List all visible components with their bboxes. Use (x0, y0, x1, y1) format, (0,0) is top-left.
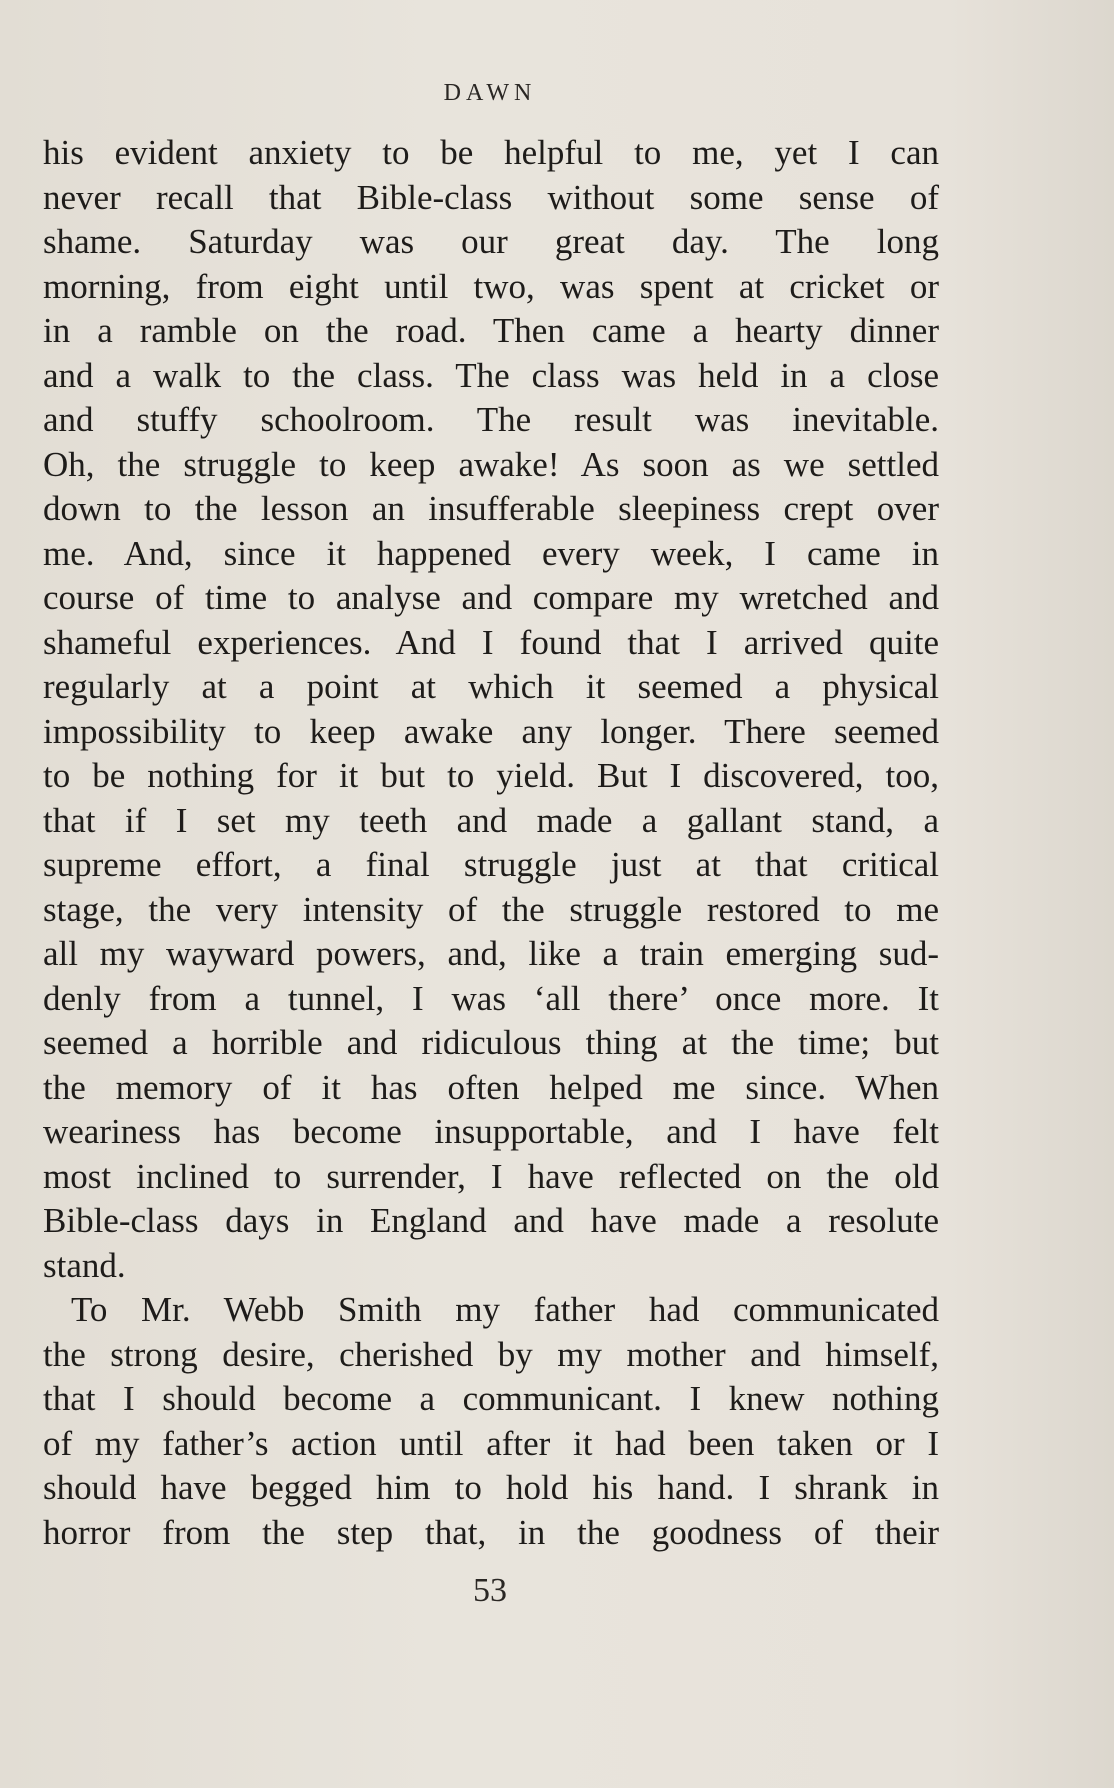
text-line: that if I set my teeth and made a gallant stand, a (43, 800, 939, 840)
text-line: and a walk to the class. The class was held in a close (43, 355, 939, 395)
page-number: 53 (473, 1572, 507, 1609)
text-line: in a ramble on the road. Then came a hearty dinner (43, 311, 939, 350)
text-line: horror from the step that, in the goodness of their (43, 1512, 939, 1552)
text-line: and stuffy schoolroom. The result was inevitable. (43, 400, 939, 439)
paragraph-end-line: stand. (43, 1245, 126, 1285)
running-header: DAWN (443, 80, 537, 106)
text-line: weariness has become insupportable, and I have felt (43, 1112, 939, 1151)
text-line: course of time to analyse and compare my wretched and (43, 578, 939, 617)
text-line: supreme effort, a final struggle just at that critical (43, 845, 939, 884)
text-line: shameful experiences. And I found that I arrived quite (43, 622, 939, 662)
text-line: Bible-class days in England and have made a resolute (43, 1201, 939, 1240)
text-line: seemed a horrible and ridiculous thing at the time; but (43, 1023, 939, 1062)
text-line: the strong desire, cherished by my mother and himself, (43, 1334, 939, 1374)
text-line: shame. Saturday was our great day. The long (43, 222, 939, 261)
text-line: that I should become a communicant. I knew nothing (43, 1379, 939, 1418)
text-line: of my father’s action until after it had been taken or I (43, 1423, 939, 1463)
text-line: down to the lesson an insufferable sleepiness crept over (43, 489, 939, 528)
text-line: regularly at a point at which it seemed a physical (43, 667, 939, 706)
text-line: most inclined to surrender, I have reflected on the old (43, 1156, 939, 1196)
text-line: stage, the very intensity of the struggle restored to me (43, 889, 939, 929)
text-line: all my wayward powers, and, like a train emerging sud- (43, 934, 939, 973)
text-line: should have begged him to hold his hand. I shrank in (43, 1468, 939, 1507)
text-line: morning, from eight until two, was spent at cricket or (43, 266, 939, 306)
text-line: his evident anxiety to be helpful to me, yet I can (43, 133, 939, 172)
text-line: Oh, the struggle to keep awake! As soon as we settled (43, 444, 939, 484)
text-line: never recall that Bible-class without some sense of (43, 177, 939, 217)
text-line: to be nothing for it but to yield. But I discovered, too, (43, 756, 939, 795)
text-line: me. And, since it happened every week, I came in (43, 533, 939, 573)
paragraph-start-line: To Mr. Webb Smith my father had communicated (71, 1290, 939, 1329)
text-line: impossibility to keep awake any longer. There seemed (43, 711, 939, 751)
text-line: the memory of it has often helped me since. When (43, 1067, 939, 1107)
text-line: denly from a tunnel, I was ‘all there’ once more. It (43, 978, 939, 1018)
body-text (43, 131, 939, 1555)
